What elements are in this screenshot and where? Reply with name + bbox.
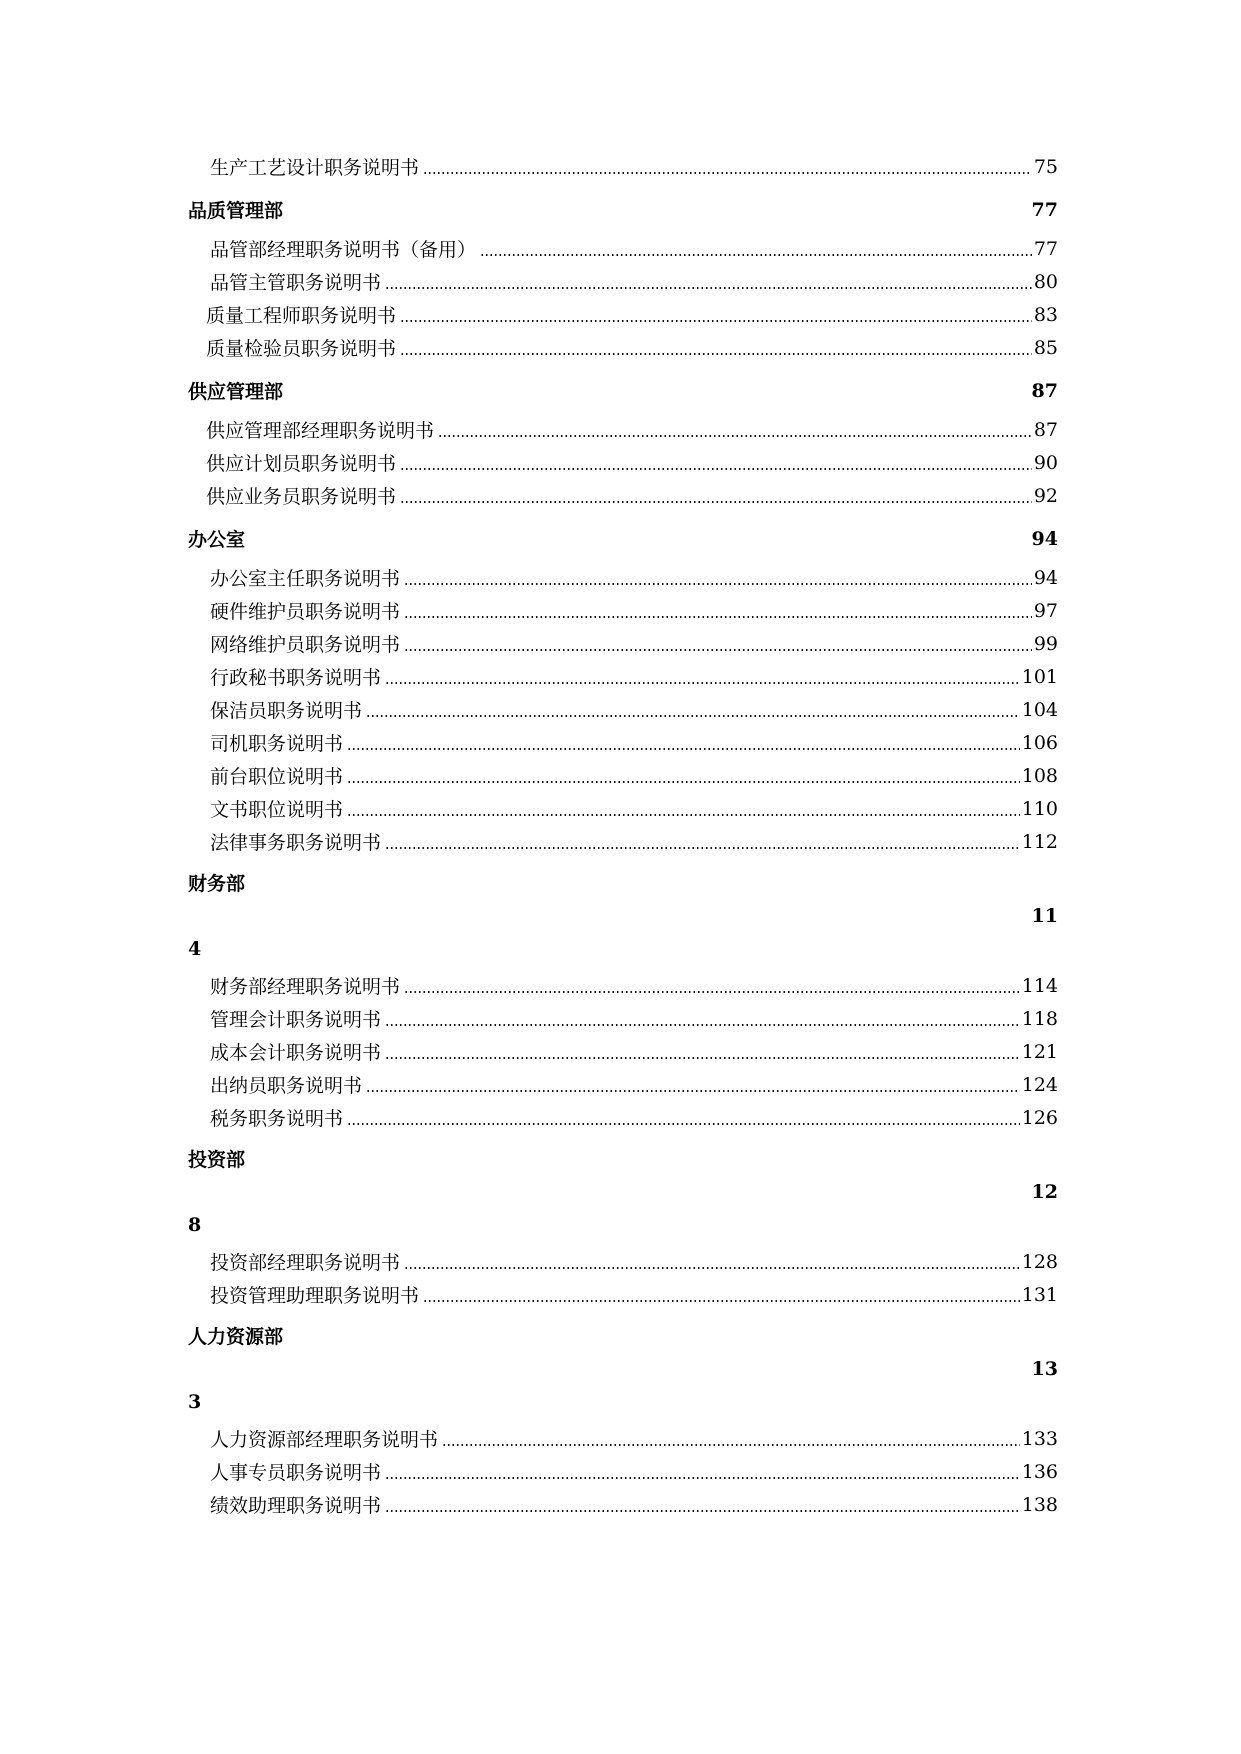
toc-section-heading[interactable] [188,512,1058,561]
toc-entry-title: 供应管理部经理职务说明书 [206,420,435,442]
toc-entry[interactable] [188,1068,1058,1101]
toc-entry-title: 供应计划员职务说明书 [206,453,397,475]
toc-entry-title: 品管主管职务说明书 [210,272,382,294]
toc-entry-title: 司机职务说明书 [210,733,344,755]
toc-entry-page: 90 [1033,451,1058,474]
toc-entry-page: 94 [1033,566,1058,589]
dot-leader [423,172,1032,174]
toc-entry[interactable] [188,1002,1058,1035]
dot-leader [480,254,1032,256]
toc-section-page-continued: 3 [188,1390,202,1413]
toc-entry[interactable] [188,1455,1058,1488]
toc-entry-page: 108 [1021,764,1058,787]
dot-leader [385,1477,1020,1479]
toc-entry-title: 成本会计职务说明书 [210,1042,382,1064]
toc-entry-title: 网络维护员职务说明书 [210,634,401,656]
toc-entry-title: 出纳员职务说明书 [210,1075,363,1097]
dot-leader [366,715,1020,717]
toc-section-page-continued: 4 [188,937,202,960]
toc-entry-page: 77 [1033,237,1058,260]
toc-entry[interactable] [188,726,1058,759]
toc-entry-title: 投资部经理职务说明书 [210,1252,401,1274]
toc-entry-page: 128 [1021,1250,1058,1273]
toc-entry-title: 质量工程师职务说明书 [206,305,397,327]
toc-entry-page: 136 [1021,1460,1058,1483]
toc-entry-page: 97 [1033,599,1058,622]
dot-leader [347,748,1020,750]
toc-section-heading[interactable] [188,364,1058,413]
toc-entry-page: 75 [1033,155,1058,178]
toc-entry[interactable] [188,693,1058,726]
dot-leader [385,682,1020,684]
toc-entry[interactable] [188,446,1058,479]
toc-section-page: 94 [1031,527,1058,550]
toc-entry[interactable] [188,1101,1058,1134]
toc-section-title: 财务部 [188,873,246,895]
toc-section-heading[interactable] [188,1311,1058,1418]
toc-entry-title: 财务部经理职务说明书 [210,976,401,998]
toc-entry[interactable] [188,627,1058,660]
dot-leader [385,1510,1020,1512]
dot-leader [385,1057,1020,1059]
toc-entry[interactable] [188,1422,1058,1455]
toc-entry[interactable] [188,1245,1058,1278]
dot-leader [385,287,1032,289]
dot-leader [385,847,1020,849]
toc-entry-page: 118 [1021,1007,1058,1030]
toc-entry[interactable] [188,479,1058,512]
toc-entry-title: 人事专员职务说明书 [210,1462,382,1484]
toc-entry[interactable] [188,792,1058,825]
dot-leader [400,468,1032,470]
toc-entry[interactable] [188,759,1058,792]
toc-entry[interactable] [188,232,1058,265]
dot-leader [404,616,1032,618]
toc-section-page: 13 [1031,1357,1058,1380]
toc-entry-title: 投资管理助理职务说明书 [210,1285,420,1307]
toc-entry-page: 85 [1033,336,1058,359]
toc-entry-title: 人力资源部经理职务说明书 [210,1429,439,1451]
toc-entry-page: 99 [1033,632,1058,655]
toc-entry-title: 文书职位说明书 [210,799,344,821]
toc-entry[interactable] [188,561,1058,594]
toc-entry-title: 生产工艺设计职务说明书 [210,157,420,179]
toc-entry-title: 管理会计职务说明书 [210,1009,382,1031]
toc-entry[interactable] [188,331,1058,364]
toc-section-heading[interactable] [188,183,1058,232]
toc-section-title: 品质管理部 [188,200,284,222]
toc-entry-title: 办公室主任职务说明书 [210,568,401,590]
toc-entry-title: 质量检验员职务说明书 [206,338,397,360]
toc-entry-title: 法律事务职务说明书 [210,832,382,854]
toc-entry[interactable] [188,594,1058,627]
dot-leader [347,1123,1020,1125]
toc-entry-page: 83 [1033,303,1058,326]
toc-entry-page: 104 [1021,698,1058,721]
toc-section-heading[interactable] [188,1134,1058,1241]
dot-leader [366,1090,1020,1092]
toc-entry[interactable] [188,1488,1058,1521]
toc-entry-title: 行政秘书职务说明书 [210,667,382,689]
toc-section-page: 87 [1031,379,1058,402]
toc-entry-title: 税务职务说明书 [210,1108,344,1130]
table-of-contents [188,150,1058,1521]
toc-entry[interactable] [188,298,1058,331]
toc-entry-page: 121 [1021,1040,1058,1063]
dot-leader [404,583,1032,585]
toc-entry[interactable] [188,969,1058,1002]
toc-entry-title: 前台职位说明书 [210,766,344,788]
toc-entry-title: 供应业务员职务说明书 [206,486,397,508]
toc-entry-page: 110 [1021,797,1058,820]
dot-leader [404,1267,1020,1269]
toc-entry-page: 133 [1021,1427,1058,1450]
dot-leader [438,435,1032,437]
toc-entry[interactable] [188,660,1058,693]
toc-entry-title: 绩效助理职务说明书 [210,1495,382,1517]
toc-section-title: 办公室 [188,529,246,551]
dot-leader [404,991,1020,993]
dot-leader [347,814,1020,816]
toc-section-title: 供应管理部 [188,381,284,403]
toc-entry-page: 106 [1021,731,1058,754]
dot-leader [400,501,1032,503]
toc-entry-page: 92 [1033,484,1058,507]
toc-entry[interactable] [188,825,1058,858]
toc-entry-page: 114 [1021,974,1058,997]
toc-entry-title: 硬件维护员职务说明书 [210,601,401,623]
dot-leader [347,781,1020,783]
toc-section-page: 11 [1031,904,1058,927]
toc-entry-page: 138 [1021,1493,1058,1516]
toc-entry[interactable] [188,1035,1058,1068]
toc-entry[interactable] [188,150,1058,183]
dot-leader [400,320,1032,322]
toc-section-page: 77 [1031,198,1058,221]
toc-entry-page: 87 [1033,418,1058,441]
toc-section-page: 12 [1031,1180,1058,1203]
dot-leader [385,1024,1020,1026]
toc-entry-page: 131 [1021,1283,1058,1306]
dot-leader [400,353,1032,355]
toc-entry-title: 品管部经理职务说明书（备用） [210,239,477,261]
toc-section-title: 投资部 [188,1149,246,1171]
toc-entry-page: 112 [1021,830,1058,853]
toc-entry-title: 保洁员职务说明书 [210,700,363,722]
toc-entry[interactable] [188,413,1058,446]
dot-leader [442,1444,1020,1446]
toc-entry-page: 124 [1021,1073,1058,1096]
toc-entry[interactable] [188,265,1058,298]
toc-section-title: 人力资源部 [188,1326,284,1348]
toc-entry-page: 126 [1021,1106,1058,1129]
toc-section-heading[interactable] [188,858,1058,965]
toc-entry-page: 80 [1033,270,1058,293]
toc-entry[interactable] [188,1278,1058,1311]
dot-leader [404,649,1032,651]
dot-leader [423,1300,1020,1302]
toc-section-page-continued: 8 [188,1213,202,1236]
toc-entry-page: 101 [1021,665,1058,688]
